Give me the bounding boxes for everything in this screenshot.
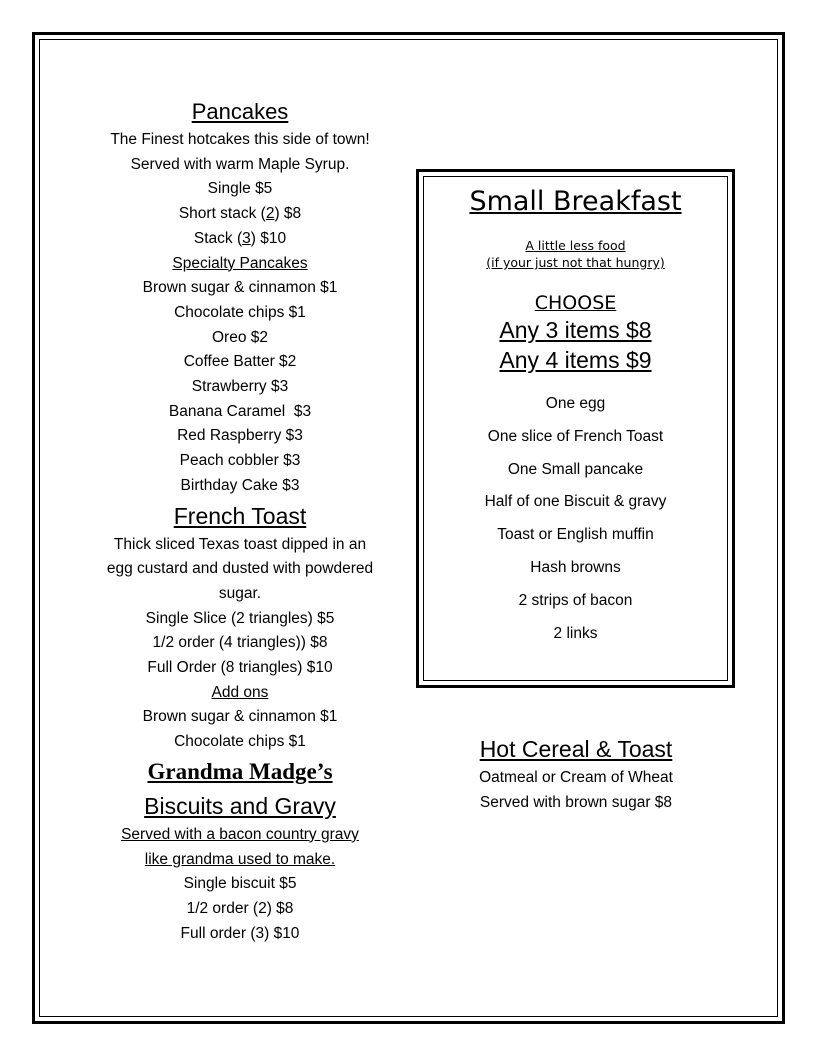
- stack-post: ) $10: [250, 229, 287, 247]
- small-breakfast-item: 2 links: [553, 624, 598, 642]
- french-toast-price: Single Slice (2 triangles) $5: [145, 609, 335, 627]
- short-stack-count: 2: [265, 205, 275, 223]
- small-breakfast-item: One egg: [545, 395, 606, 412]
- hot-cereal-line-1: Oatmeal or Cream of Wheat: [479, 769, 673, 786]
- stack-count: 3: [242, 229, 251, 247]
- biscuits-price: 1/2 order (2) $8: [186, 899, 294, 917]
- stack-pre: Stack (: [193, 229, 243, 247]
- small-breakfast-item: Half of one Biscuit & gravy: [484, 493, 667, 511]
- specialty-item: Strawberry $3: [191, 378, 289, 396]
- left-column: [90, 96, 390, 946]
- pancakes-desc-2: Served with warm Maple Syrup.: [130, 155, 350, 173]
- specialty-item: Red Raspberry $3: [177, 427, 303, 445]
- small-breakfast-heading: Small Breakfast: [469, 186, 682, 217]
- specialty-item: Coffee Batter $2: [183, 353, 297, 371]
- add-on-item: Chocolate chips $1: [174, 733, 306, 751]
- small-breakfast-item: One slice of French Toast: [487, 427, 664, 445]
- choose-label: CHOOSE: [534, 292, 617, 314]
- small-breakfast-items: [424, 388, 727, 650]
- biscuits-gravy-heading: Biscuits and Gravy: [144, 792, 336, 819]
- specialty-item: Chocolate chips $1: [174, 303, 306, 321]
- french-toast-heading: French Toast: [173, 502, 307, 529]
- french-toast-desc-2: egg custard and dusted with powdered: [106, 560, 374, 578]
- pancakes-single: Single $5: [207, 180, 273, 198]
- specialty-item: Birthday Cake $3: [180, 476, 300, 494]
- french-toast-desc-1: Thick sliced Texas toast dipped in an: [113, 535, 367, 553]
- biscuits-price: Full order (3) $10: [180, 924, 300, 942]
- any-4-items-price: Any 4 items $9: [499, 347, 652, 373]
- grandma-madges-heading: Grandma Madge’s: [147, 758, 333, 784]
- small-breakfast-item: Hash browns: [530, 558, 621, 576]
- french-toast-price: 1/2 order (4 triangles)) $8: [152, 634, 328, 652]
- hot-cereal-section: [426, 732, 726, 815]
- small-breakfast-box: [416, 169, 735, 688]
- pancakes-desc-1: The Finest hotcakes this side of town!: [110, 131, 370, 148]
- add-on-item: Brown sugar & cinnamon $1: [142, 708, 338, 726]
- small-breakfast-item: Toast or English muffin: [497, 526, 654, 544]
- small-breakfast-sub-1: A little less food: [525, 238, 626, 253]
- hot-cereal-line-2: Served with brown sugar $8: [479, 793, 673, 811]
- french-toast-price: Full Order (8 triangles) $10: [147, 659, 333, 677]
- small-breakfast-inner: [423, 176, 728, 681]
- any-3-items-price: Any 3 items $8: [499, 317, 652, 343]
- small-breakfast-item: One Small pancake: [507, 460, 644, 478]
- small-breakfast-sub-2: (if your just not that hungry): [486, 255, 665, 270]
- add-ons-heading: Add ons: [211, 683, 269, 701]
- pancakes-short-stack: [90, 202, 390, 227]
- biscuits-desc-1: Served with a bacon country gravy: [121, 825, 359, 843]
- biscuits-desc-2: like grandma used to make.: [144, 850, 336, 868]
- specialty-item: Banana Caramel $3: [168, 402, 312, 420]
- french-toast-desc-3: sugar.: [218, 584, 262, 602]
- specialty-item: Peach cobbler $3: [179, 452, 301, 470]
- biscuits-price: Single biscuit $5: [183, 875, 297, 893]
- specialty-item: Brown sugar & cinnamon $1: [142, 279, 338, 297]
- hot-cereal-heading: Hot Cereal & Toast: [479, 736, 673, 762]
- pancakes-heading: Pancakes: [191, 99, 289, 124]
- short-stack-post: ) $8: [274, 205, 302, 223]
- short-stack-pre: Short stack (: [178, 205, 266, 223]
- specialty-item: Oreo $2: [211, 328, 268, 346]
- small-breakfast-item: 2 strips of bacon: [518, 591, 633, 609]
- specialty-pancakes-heading: Specialty Pancakes: [172, 254, 308, 272]
- pancakes-stack: [90, 227, 390, 252]
